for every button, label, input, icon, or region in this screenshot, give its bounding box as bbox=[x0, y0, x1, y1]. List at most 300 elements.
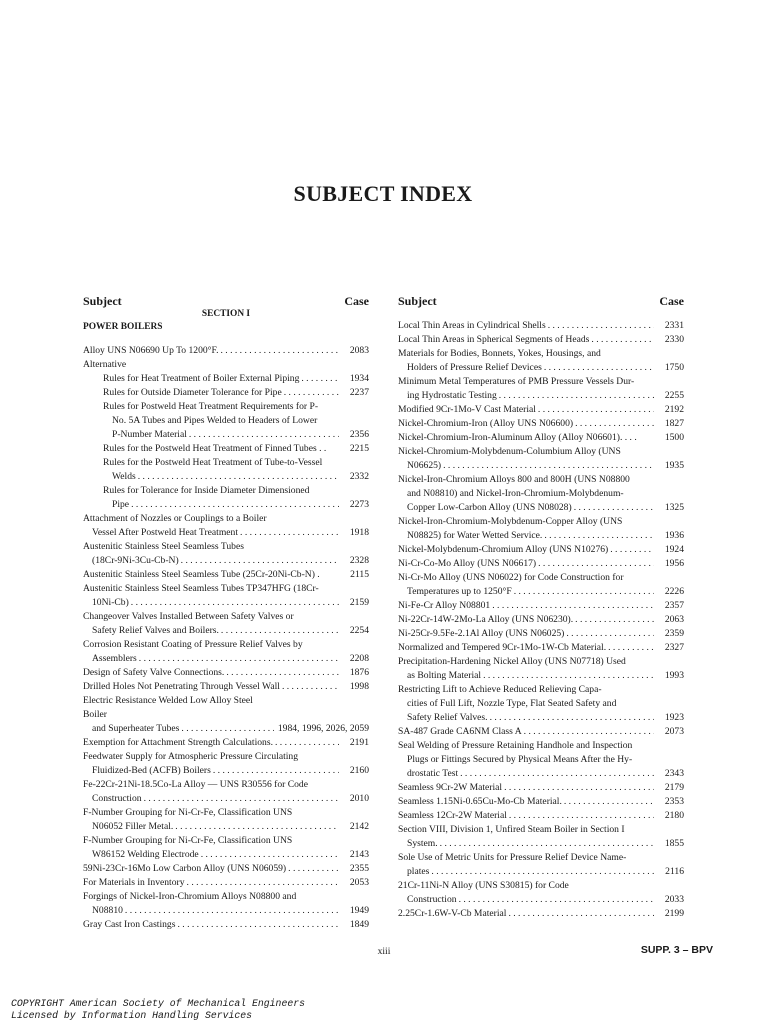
entry-line-leader bbox=[398, 837, 654, 851]
entry-case-number: 2160 bbox=[349, 765, 369, 776]
entry-subject bbox=[83, 862, 339, 876]
entry-line: Seamless 12Cr-2W Material bbox=[398, 810, 507, 821]
entry-line: and Superheater Tubes bbox=[92, 723, 180, 734]
entry-subject bbox=[83, 512, 339, 540]
entry-line-leader bbox=[83, 862, 339, 876]
left-column-header bbox=[83, 294, 369, 309]
entry-subject bbox=[398, 627, 654, 641]
entry-line: Rules for Tolerance for Inside Diameter Dimensioned bbox=[103, 485, 310, 496]
entry-case-number: 2254 bbox=[349, 625, 369, 636]
entry-line: Drilled Holes Not Penetrating Through Vessel Wall bbox=[83, 681, 280, 692]
entry-line-leader bbox=[103, 498, 339, 512]
left-column bbox=[83, 294, 369, 932]
index-entry bbox=[398, 627, 684, 641]
entry-line-leader bbox=[398, 669, 654, 683]
dot-leader bbox=[606, 641, 654, 655]
dot-leader bbox=[282, 386, 339, 400]
dot-leader bbox=[546, 319, 654, 333]
entry-line: Austenitic Stainless Steel Seamless Tubes TP347HFG (18Cr- bbox=[83, 583, 319, 594]
entry-line: F-Number Grouping for Ni-Cr-Fe, Classification UNS bbox=[83, 807, 293, 818]
entry-line: N06625) bbox=[407, 460, 442, 471]
entry-line: Nickel-Iron-Chromium-Molybdenum-Copper Alloy (UNS bbox=[398, 516, 623, 527]
entry-line: N06052 Filler Metal. bbox=[92, 821, 174, 832]
entry-subject bbox=[83, 638, 339, 666]
index-entry bbox=[398, 907, 684, 921]
entry-subject bbox=[103, 372, 339, 386]
entry-subject bbox=[398, 431, 654, 445]
entry-case-number: 2330 bbox=[664, 334, 684, 345]
entry-subject bbox=[398, 319, 654, 333]
entry-case-number: 2010 bbox=[349, 793, 369, 804]
entry-subject bbox=[83, 918, 339, 932]
index-entry bbox=[398, 417, 684, 431]
index-entry bbox=[83, 778, 369, 806]
entry-line-leader bbox=[83, 764, 339, 778]
entry-line: Safety Relief Valves. bbox=[407, 712, 488, 723]
entry-case-number: 1993 bbox=[664, 670, 684, 681]
entry-line: Nickel-Chromium-Iron-Aluminum Alloy (Alloy N06601). . . . bbox=[398, 432, 637, 443]
entry-subject bbox=[398, 795, 654, 809]
entry-subject bbox=[103, 400, 339, 442]
entry-line: and N08810) and Nickel-Iron-Chromium-Molybdenum- bbox=[407, 488, 624, 499]
entry-subject bbox=[398, 725, 654, 739]
entry-line-leader bbox=[83, 876, 339, 890]
entry-line: P-Number Material bbox=[112, 429, 187, 440]
entry-case-number: 1936 bbox=[664, 530, 684, 541]
entry-line: as Bolting Material bbox=[407, 670, 482, 681]
entry-case-number: 1956 bbox=[664, 558, 684, 569]
index-entry bbox=[83, 400, 369, 442]
index-entry bbox=[83, 750, 369, 778]
entry-line: drostatic Test bbox=[407, 768, 459, 779]
entry-case-number: 1849 bbox=[349, 919, 369, 930]
right-entry-list bbox=[398, 319, 684, 921]
entry-line: N08810 bbox=[92, 905, 123, 916]
entry-line-leader bbox=[398, 725, 654, 739]
entry-subject bbox=[398, 879, 654, 907]
entry-line: Modified 9Cr-1Mo-V Cast Material bbox=[398, 404, 536, 415]
dot-leader bbox=[187, 428, 339, 442]
index-entry bbox=[83, 582, 369, 610]
entry-line-leader bbox=[398, 781, 654, 795]
entry-line-leader bbox=[398, 403, 654, 417]
entry-subject bbox=[398, 403, 654, 417]
entry-case-number: 1750 bbox=[664, 362, 684, 373]
entry-line-leader bbox=[103, 372, 339, 386]
dot-leader bbox=[572, 501, 654, 515]
entry-subject bbox=[83, 890, 339, 918]
entry-line-leader bbox=[398, 333, 654, 347]
dot-leader bbox=[173, 820, 339, 834]
entry-case-number: 2273 bbox=[349, 499, 369, 510]
index-entry bbox=[83, 610, 369, 638]
entry-subject bbox=[398, 417, 654, 431]
dot-leader bbox=[211, 764, 339, 778]
index-entry bbox=[398, 809, 684, 823]
dot-leader bbox=[488, 711, 654, 725]
entry-line-leader bbox=[398, 389, 654, 403]
entry-line-leader bbox=[398, 599, 654, 613]
entry-subject bbox=[83, 876, 339, 890]
entry-line-leader bbox=[83, 666, 339, 680]
index-entry bbox=[83, 540, 369, 568]
index-entry bbox=[398, 543, 684, 557]
entry-line: Materials for Bodies, Bonnets, Yokes, Housings, and bbox=[398, 348, 601, 359]
dot-leader bbox=[542, 529, 654, 543]
license-line: Licensed by Information Handling Services bbox=[11, 1010, 253, 1021]
dot-leader bbox=[218, 344, 339, 358]
index-entry bbox=[83, 694, 369, 736]
entry-subject bbox=[83, 806, 339, 834]
entry-line-leader bbox=[398, 809, 654, 823]
dot-leader bbox=[199, 848, 339, 862]
entry-line-leader bbox=[83, 904, 339, 918]
entry-line: Corrosion Resistant Coating of Pressure Relief Valves by bbox=[83, 639, 303, 650]
case-header: Case bbox=[344, 294, 369, 308]
entry-line: Austenitic Stainless Steel Seamless Tube (25Cr-20Ni-Cb-N) . bbox=[83, 569, 320, 580]
entry-line: Rules for Postweld Heat Treatment Requirements for P- bbox=[103, 401, 319, 412]
entry-line-leader bbox=[83, 792, 339, 806]
entry-line-leader bbox=[398, 557, 654, 571]
entry-line-leader bbox=[398, 865, 654, 879]
index-entry bbox=[83, 442, 369, 456]
entry-line-leader bbox=[83, 596, 339, 610]
entry-line: Design of Safety Valve Connections. bbox=[83, 667, 225, 678]
entry-subject bbox=[398, 613, 654, 627]
entry-case-number: 1998 bbox=[349, 681, 369, 692]
entry-case-number: 2215 bbox=[349, 443, 369, 454]
entry-line: plates bbox=[407, 866, 430, 877]
index-entry bbox=[398, 473, 684, 515]
index-entry bbox=[398, 571, 684, 599]
entry-subject bbox=[398, 347, 654, 375]
dot-leader bbox=[238, 526, 339, 540]
entry-line-leader bbox=[398, 613, 654, 627]
entry-line: Changeover Valves Installed Between Safety Valves or bbox=[83, 611, 294, 622]
index-entry bbox=[83, 344, 369, 358]
entry-line: Construction bbox=[92, 793, 142, 804]
dot-leader bbox=[457, 893, 654, 907]
entry-subject bbox=[398, 781, 654, 795]
dot-leader bbox=[129, 498, 339, 512]
entry-subject bbox=[83, 568, 339, 582]
dot-leader bbox=[506, 907, 654, 921]
entry-line: Seamless 1.15Ni-0.65Cu-Mo-Cb Material. bbox=[398, 796, 562, 807]
entry-case-number: 2343 bbox=[664, 768, 684, 779]
dot-leader bbox=[522, 725, 654, 739]
entry-case-number: 2142 bbox=[349, 821, 369, 832]
entry-case-number: 2208 bbox=[349, 653, 369, 664]
entry-line: Rules for Outside Diameter Tolerance for Pipe bbox=[103, 387, 282, 398]
left-entry-list bbox=[83, 344, 369, 932]
entry-line: Ni-22Cr-14W-2Mo-La Alloy (UNS N06230). bbox=[398, 614, 574, 625]
entry-line: Restricting Lift to Achieve Reduced Relieving Capa- bbox=[398, 684, 602, 695]
dot-leader bbox=[429, 865, 654, 879]
dot-leader bbox=[179, 554, 339, 568]
entry-subject bbox=[398, 599, 654, 613]
entry-case-number: 1949 bbox=[349, 905, 369, 916]
index-entry bbox=[83, 806, 369, 834]
entry-subject bbox=[103, 442, 339, 456]
entry-subject bbox=[83, 778, 339, 806]
dot-leader bbox=[490, 599, 654, 613]
entry-line-leader bbox=[103, 470, 339, 484]
dot-leader bbox=[573, 613, 654, 627]
entry-subject bbox=[83, 610, 339, 638]
entry-subject bbox=[398, 375, 654, 403]
index-entry bbox=[83, 358, 369, 372]
entry-line: Gray Cast Iron Castings bbox=[83, 919, 176, 930]
index-entry bbox=[398, 431, 684, 445]
dot-leader bbox=[441, 459, 654, 473]
entry-case-number: 2115 bbox=[350, 569, 369, 580]
entry-line-leader bbox=[398, 529, 654, 543]
entry-line: Precipitation-Hardening Nickel Alloy (UNS N07718) Used bbox=[398, 656, 626, 667]
entry-line-leader bbox=[83, 680, 339, 694]
entry-case-number: 2180 bbox=[664, 810, 684, 821]
entry-line-leader bbox=[398, 767, 654, 781]
dot-leader bbox=[185, 876, 339, 890]
entry-line: Rules for Heat Treatment of Boiler External Piping bbox=[103, 373, 300, 384]
index-entry bbox=[398, 641, 684, 655]
entry-subject bbox=[398, 571, 654, 599]
entry-case-number: 2255 bbox=[664, 390, 684, 401]
entry-line-leader bbox=[83, 624, 339, 638]
entry-line: N08825) for Water Wetted Service. bbox=[407, 530, 543, 541]
dot-leader bbox=[564, 627, 654, 641]
index-entry bbox=[83, 834, 369, 862]
entry-line: SA-487 Grade CA6NM Class A bbox=[398, 726, 522, 737]
entry-line: W86152 Welding Electrode bbox=[92, 849, 199, 860]
index-entry bbox=[398, 613, 684, 627]
entry-line: ing Hydrostatic Testing bbox=[407, 390, 497, 401]
entry-case-number: 2328 bbox=[349, 555, 369, 566]
index-entry bbox=[398, 879, 684, 907]
entry-case-number: 2192 bbox=[664, 404, 684, 415]
entry-line: Fe-22Cr-21Ni-18.5Co-La Alloy — UNS R30556 for Code bbox=[83, 779, 308, 790]
index-entry bbox=[83, 666, 369, 680]
dot-leader bbox=[458, 767, 654, 781]
entry-line: Rules for the Postweld Heat Treatment of Finned Tubes . . bbox=[103, 443, 327, 454]
dot-leader bbox=[219, 624, 339, 638]
index-entry bbox=[398, 375, 684, 403]
dot-leader bbox=[507, 809, 654, 823]
entry-case-number: 2159 bbox=[349, 597, 369, 608]
entry-subject bbox=[398, 809, 654, 823]
entry-case-number: 1827 bbox=[664, 418, 684, 429]
index-entry bbox=[83, 456, 369, 484]
entry-subject bbox=[398, 851, 654, 879]
entry-subject bbox=[83, 540, 339, 568]
entry-line: Seal Welding of Pressure Retaining Handhole and Inspection bbox=[398, 740, 633, 751]
entry-line: Feedwater Supply for Atmospheric Pressure Circulating bbox=[83, 751, 299, 762]
entry-line: No. 5A Tubes and Pipes Welded to Headers of Lower bbox=[112, 415, 318, 426]
entry-line-leader bbox=[398, 585, 654, 599]
index-entry bbox=[83, 568, 369, 582]
dot-leader bbox=[542, 361, 654, 375]
entry-line: Ni-Cr-Mo Alloy (UNS N06022) for Code Construction for bbox=[398, 572, 624, 583]
copyright-notice bbox=[11, 998, 305, 1022]
entry-line: Fluidized-Bed (ACFB) Boilers bbox=[92, 765, 211, 776]
entry-line: Holders of Pressure Relief Devices bbox=[407, 362, 542, 373]
entry-line: Ni-Cr-Co-Mo Alloy (UNS N06617) bbox=[398, 558, 537, 569]
entry-case-number: 2355 bbox=[349, 863, 369, 874]
entry-line: System. bbox=[407, 838, 438, 849]
entry-case-number: 2033 bbox=[664, 894, 684, 905]
entry-line: Local Thin Areas in Cylindrical Shells bbox=[398, 320, 546, 331]
dot-leader bbox=[179, 722, 273, 736]
entry-line-leader bbox=[398, 711, 654, 725]
entry-line-leader bbox=[398, 627, 654, 641]
index-entry bbox=[83, 484, 369, 512]
entry-line: Vessel After Postweld Heat Treatment bbox=[92, 527, 239, 538]
dot-leader bbox=[280, 680, 339, 694]
dot-leader bbox=[273, 736, 339, 750]
entry-line: Pipe bbox=[112, 499, 130, 510]
dot-leader bbox=[137, 652, 339, 666]
entry-subject bbox=[398, 823, 654, 851]
index-entry bbox=[398, 445, 684, 473]
entry-subject bbox=[398, 515, 654, 543]
entry-line: Ni-25Cr-9.5Fe-2.1Al Alloy (UNS N06025) bbox=[398, 628, 565, 639]
entry-line-leader bbox=[398, 501, 654, 515]
entry-case-number: 2359 bbox=[664, 628, 684, 639]
index-entry bbox=[398, 347, 684, 375]
index-entry bbox=[83, 736, 369, 750]
dot-leader bbox=[481, 669, 654, 683]
entry-case-number: 2353 bbox=[664, 796, 684, 807]
entry-line-leader bbox=[398, 641, 654, 655]
entry-case-number: 2199 bbox=[664, 908, 684, 919]
entry-line: Forgings of Nickel-Iron-Chromium Alloys N08800 and bbox=[83, 891, 297, 902]
dot-leader bbox=[136, 470, 339, 484]
entry-subject bbox=[398, 907, 654, 921]
entry-case-number: 2357 bbox=[664, 600, 684, 611]
section-subheading: POWER BOILERS bbox=[83, 322, 163, 332]
index-entry bbox=[398, 739, 684, 781]
entry-line: Sole Use of Metric Units for Pressure Relief Device Name- bbox=[398, 852, 627, 863]
index-entry bbox=[398, 823, 684, 851]
entry-line-leader bbox=[398, 319, 654, 333]
entry-line-leader bbox=[398, 907, 654, 921]
entry-line: cities of Full Lift, Nozzle Type, Flat Seated Safety and bbox=[407, 698, 617, 709]
dot-leader bbox=[502, 781, 654, 795]
dot-leader bbox=[589, 333, 654, 347]
index-entry bbox=[398, 851, 684, 879]
entry-subject bbox=[83, 344, 339, 358]
entry-line-leader bbox=[398, 459, 654, 473]
entry-subject bbox=[398, 543, 654, 557]
right-column bbox=[398, 294, 684, 921]
dot-leader bbox=[142, 792, 339, 806]
entry-case-number: 2063 bbox=[664, 614, 684, 625]
entry-subject bbox=[398, 683, 654, 725]
dot-leader bbox=[286, 862, 339, 876]
entry-case-number: 2331 bbox=[664, 320, 684, 331]
dot-leader bbox=[438, 837, 654, 851]
entry-line: Normalized and Tempered 9Cr-1Mo-1W-Cb Material. bbox=[398, 642, 607, 653]
entry-line-leader bbox=[83, 918, 339, 932]
entry-line: F-Number Grouping for Ni-Cr-Fe, Classification UNS bbox=[83, 835, 293, 846]
entry-line: Alternative bbox=[83, 359, 127, 370]
entry-line-leader bbox=[83, 554, 339, 568]
entry-line: 10Ni-Cb) bbox=[92, 597, 129, 608]
entry-line-leader bbox=[398, 361, 654, 375]
entry-case-number: 2073 bbox=[664, 726, 684, 737]
entry-line-leader bbox=[83, 722, 274, 736]
dot-leader bbox=[129, 596, 339, 610]
entry-line: 21Cr-11Ni-N Alloy (UNS S30815) for Code bbox=[398, 880, 569, 891]
entry-subject bbox=[398, 333, 654, 347]
entry-case-number: 2116 bbox=[665, 866, 684, 877]
entry-case-number: 1923 bbox=[664, 712, 684, 723]
entry-case-number: 2237 bbox=[349, 387, 369, 398]
entry-line: Attachment of Nozzles or Couplings to a Boiler bbox=[83, 513, 267, 524]
entry-subject bbox=[398, 473, 654, 515]
entry-line: Section VIII, Division 1, Unfired Steam Boiler in Section I bbox=[398, 824, 625, 835]
case-header: Case bbox=[659, 294, 684, 308]
entry-line: Nickel-Chromium-Iron (Alloy UNS N06600) bbox=[398, 418, 574, 429]
entry-subject bbox=[83, 750, 339, 778]
entry-case-number: 2179 bbox=[664, 782, 684, 793]
entry-subject bbox=[103, 386, 339, 400]
index-entry bbox=[398, 333, 684, 347]
entry-line: Rules for the Postweld Heat Treatment of Tube-to-Vessel bbox=[103, 457, 323, 468]
dot-leader bbox=[562, 795, 654, 809]
dot-leader bbox=[512, 585, 654, 599]
entry-subject bbox=[103, 456, 339, 484]
index-entry bbox=[83, 890, 369, 918]
entry-subject bbox=[398, 739, 654, 781]
entry-subject bbox=[83, 694, 274, 736]
entry-line-leader bbox=[83, 820, 339, 834]
index-entry bbox=[83, 638, 369, 666]
entry-case-number: 2332 bbox=[349, 471, 369, 482]
dot-leader bbox=[299, 372, 339, 386]
entry-subject bbox=[83, 736, 339, 750]
entry-case-number: 2053 bbox=[349, 877, 369, 888]
entry-case-number: 1855 bbox=[664, 838, 684, 849]
index-entry bbox=[398, 319, 684, 333]
entry-line: Temperatures up to 1250°F bbox=[407, 586, 512, 597]
index-entry bbox=[398, 515, 684, 543]
entry-line-leader bbox=[398, 417, 654, 431]
index-entry bbox=[83, 386, 369, 400]
index-entry bbox=[398, 403, 684, 417]
entry-case-number: 2327 bbox=[664, 642, 684, 653]
right-column-header bbox=[398, 294, 684, 309]
entry-line: Nickel-Chromium-Molybdenum-Columbium Alloy (UNS bbox=[398, 446, 621, 457]
entry-line: Copper Low-Carbon Alloy (UNS N08028) bbox=[407, 502, 572, 513]
page-number: xiii bbox=[377, 946, 391, 957]
index-entry bbox=[398, 781, 684, 795]
index-entry bbox=[83, 918, 369, 932]
entry-line-leader bbox=[83, 736, 339, 750]
entry-case-number: 1500 bbox=[664, 432, 684, 443]
dot-leader bbox=[536, 557, 654, 571]
entry-subject bbox=[83, 358, 339, 372]
entry-subject bbox=[398, 641, 654, 655]
entry-line-leader bbox=[103, 386, 339, 400]
entry-line: Plugs or Fittings Secured by Physical Means After the Hy- bbox=[407, 754, 633, 765]
entry-line: Seamless 9Cr-2W Material bbox=[398, 782, 503, 793]
entry-line-leader bbox=[83, 344, 339, 358]
copyright-line: COPYRIGHT American Society of Mechanical Engineers bbox=[11, 998, 305, 1009]
dot-leader bbox=[224, 666, 339, 680]
entry-subject bbox=[83, 666, 339, 680]
entry-line: Exemption for Attachment Strength Calculations. bbox=[83, 737, 273, 748]
entry-case-number: 2191 bbox=[349, 737, 369, 748]
